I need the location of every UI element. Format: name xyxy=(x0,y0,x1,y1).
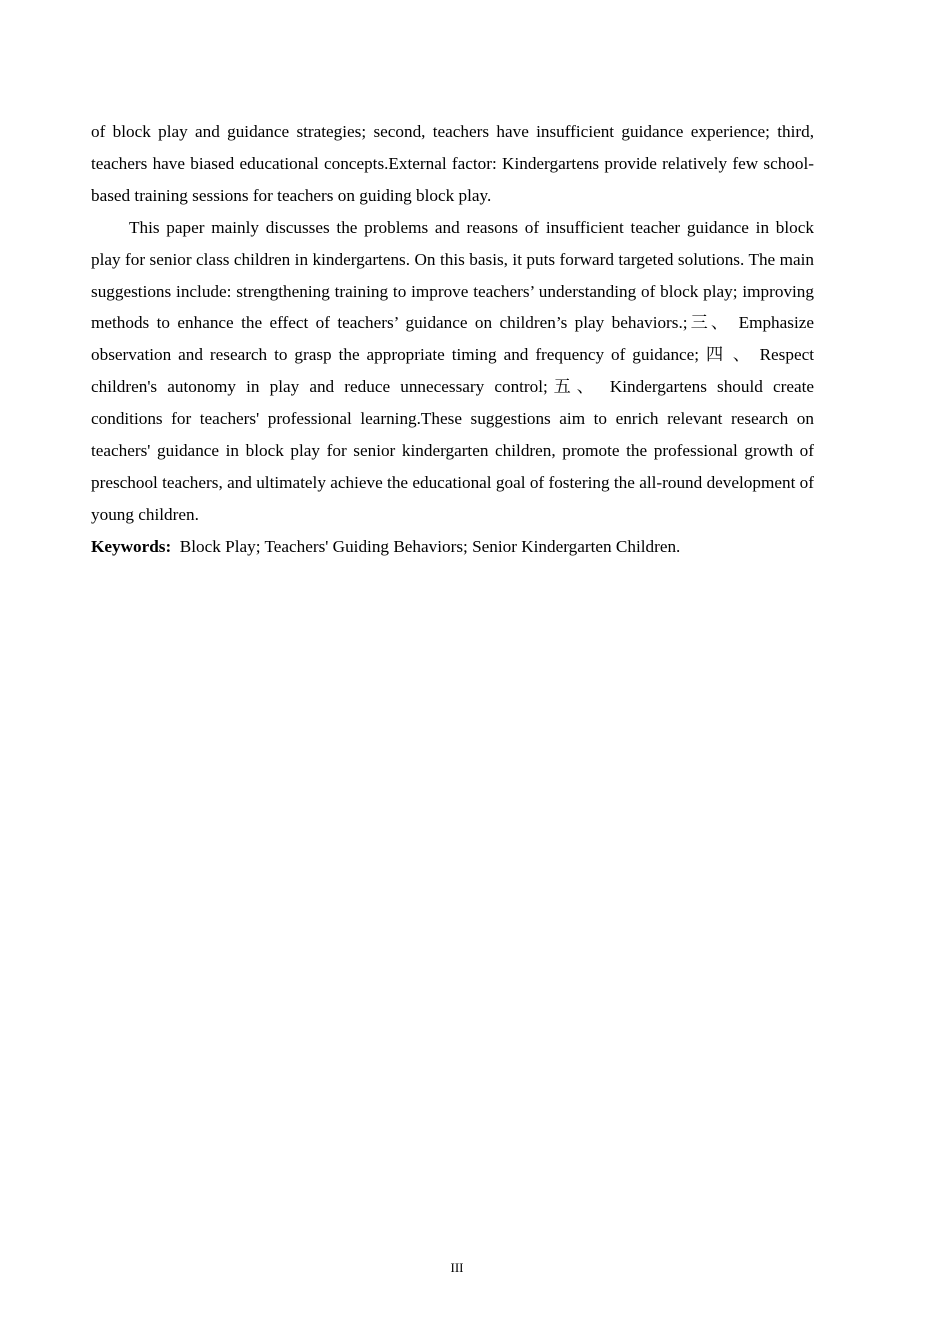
abstract-paragraph-continued: of block play and guidance strategies; second, teachers have insufficient guidance experience; third, teachers have biased educational concepts.External factor: Kindergartens provide relatively few school-based training sessions for teachers on guiding block play. xyxy=(91,122,814,205)
keywords-line xyxy=(91,531,814,563)
page-number: III xyxy=(450,1260,464,1275)
keywords-text: Block Play; Teachers' Guiding Behaviors; Senior Kindergarten Children. xyxy=(179,536,681,556)
abstract-paragraph-main: This paper mainly discusses the problems and reasons of insufficient teacher guidance in block play for senior class children in kindergartens. On this basis, it puts forward targeted solutions. The main suggestions include: strengthening training to improve teachers’ understanding of block play; improving methods to enhance the effect of teachers’ guidance on children’s play behaviors.;三、 Emphasize observation and research to grasp the appropriate timing and frequency of guidance; 四 、 Respect children's autonomy in play and reduce unnecessary control;五、 Kindergartens should create conditions for teachers' professional learning.These suggestions aim to enrich relevant research on teachers' guidance in block play for senior kindergarten children, promote the professional growth of preschool teachers, and ultimately achieve the educational goal of fostering the all-round development of young children. xyxy=(91,217,814,524)
abstract-body xyxy=(91,116,814,563)
keywords-label: Keywords: xyxy=(91,536,172,556)
